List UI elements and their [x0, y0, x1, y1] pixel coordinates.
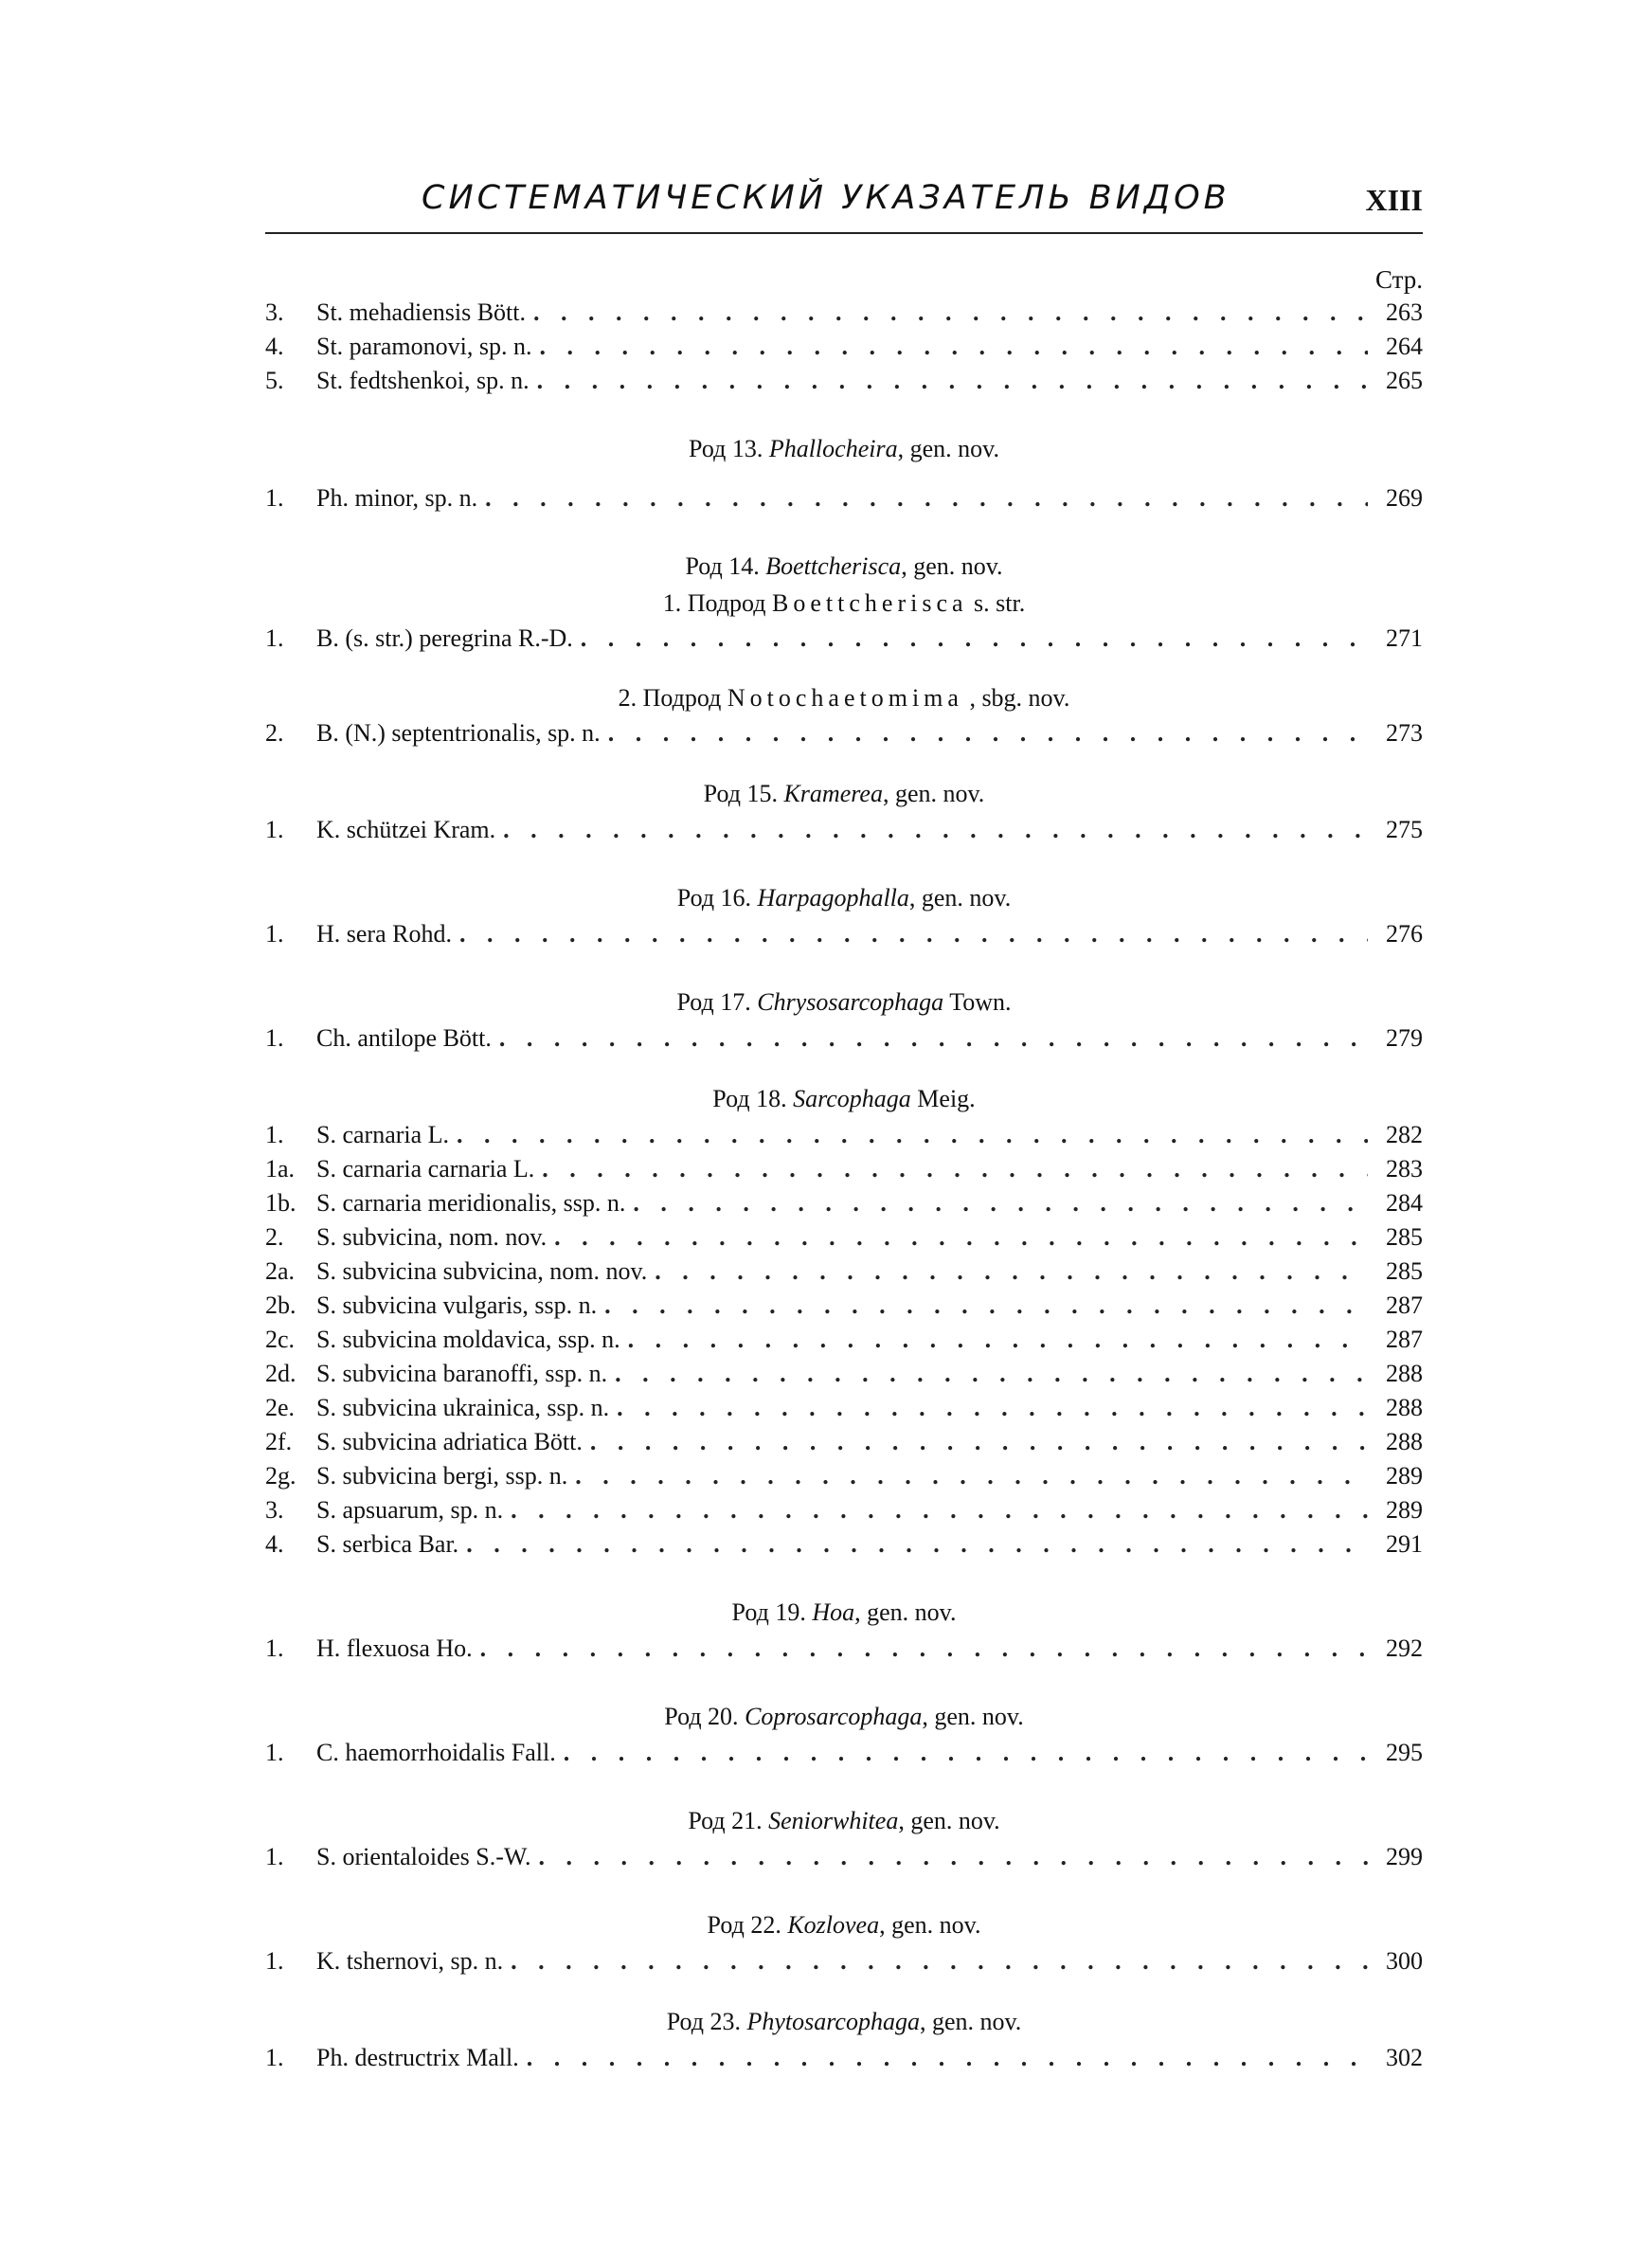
entry-number: 1. — [265, 816, 284, 843]
entry-number: 1. — [265, 1634, 284, 1662]
entry-group — [265, 716, 1423, 750]
genus-suffix: , gen. nov. — [922, 1703, 1024, 1730]
genus-name: Coprosarcophaga — [745, 1703, 923, 1730]
dot-leader — [590, 1425, 1368, 1459]
species-name: S. subvicina, nom. nov. — [316, 1223, 548, 1251]
genus-name: Seniorwhitea — [768, 1807, 899, 1834]
entry-group — [265, 1840, 1423, 1874]
genus-heading — [265, 775, 1423, 813]
entry-number: 1b. — [265, 1189, 296, 1217]
dot-leader — [537, 364, 1368, 398]
entry-page-number: 289 — [1386, 1496, 1423, 1524]
dot-leader — [466, 1527, 1368, 1562]
species-name: C. haemorrhoidalis Fall. — [316, 1739, 556, 1766]
dot-leader — [540, 330, 1369, 364]
entry-group — [265, 481, 1423, 515]
species-name: H. flexuosa Ho. — [316, 1634, 473, 1662]
genus-name: Harpagophalla — [757, 884, 909, 912]
genus-heading — [265, 1906, 1423, 1944]
dot-leader — [542, 1152, 1368, 1186]
entry-page-number: 289 — [1386, 1462, 1423, 1490]
species-name: K. schützei Kram. — [316, 816, 496, 843]
entry-number: 3. — [265, 1496, 284, 1524]
genus-prefix: Род 13. — [689, 435, 763, 462]
genus-suffix: , gen. nov. — [854, 1598, 957, 1626]
species-name: Ph. minor, sp. n. — [316, 484, 478, 512]
subgenus-prefix: 2. Подрод — [618, 684, 722, 712]
entry-number: 3. — [265, 298, 284, 326]
entry-page-number: 269 — [1386, 484, 1423, 512]
subgenus-name: Notochaetomima — [727, 684, 963, 712]
genus-suffix: , gen. nov. — [898, 1807, 1000, 1834]
species-name: B. (s. str.) peregrina R.-D. — [316, 624, 573, 652]
genus-heading — [265, 2003, 1423, 2041]
entry-page-number: 287 — [1386, 1291, 1423, 1319]
index-entry — [265, 1459, 1423, 1493]
dot-leader — [539, 1840, 1368, 1874]
index-entry — [265, 1493, 1423, 1527]
dot-leader — [581, 622, 1368, 656]
dot-leader — [617, 1391, 1368, 1425]
dot-leader — [564, 1736, 1368, 1770]
species-name: S. subvicina baranoffi, ssp. n. — [316, 1360, 608, 1387]
species-name: S. serbica Bar. — [316, 1530, 459, 1558]
entry-number: 1. — [265, 1947, 284, 1975]
genus-heading — [265, 1080, 1423, 1118]
entry-group — [265, 1944, 1423, 1978]
dot-leader — [459, 917, 1368, 951]
entry-page-number: 273 — [1386, 719, 1423, 747]
species-name: S. orientaloides S.-W. — [316, 1843, 531, 1870]
entry-group — [265, 296, 1423, 398]
index-entry — [265, 330, 1423, 364]
genus-suffix: , gen. nov. — [879, 1911, 981, 1939]
subgenus-name: Boettcherisca — [772, 589, 968, 617]
dot-leader — [527, 2041, 1368, 2075]
entry-page-number: 265 — [1386, 367, 1423, 394]
entry-page-number: 284 — [1386, 1189, 1423, 1217]
index-entry — [265, 1944, 1423, 1978]
page-header — [265, 175, 1423, 234]
dot-leader — [457, 1118, 1368, 1152]
index-entry — [265, 1357, 1423, 1391]
entry-number: 1. — [265, 1024, 284, 1052]
entry-number: 2e. — [265, 1394, 296, 1421]
genus-name: Hoa — [812, 1598, 855, 1626]
dot-leader — [511, 1944, 1368, 1978]
dot-leader — [533, 296, 1368, 330]
index-entry — [265, 2041, 1423, 2075]
dot-leader — [604, 1289, 1368, 1323]
entry-page-number: 263 — [1386, 298, 1423, 326]
subgenus-suffix: s. str. — [974, 589, 1026, 617]
species-name: S. subvicina subvicina, nom. nov. — [316, 1257, 648, 1285]
species-name: St. fedtshenkoi, sp. n. — [316, 367, 530, 394]
entry-number: 5. — [265, 367, 284, 394]
index-entry — [265, 1186, 1423, 1220]
genus-suffix: , gen. nov. — [901, 552, 1003, 580]
page-title: СИСТЕМАТИЧЕСКИЙ УКАЗАТЕЛЬ ВИДОВ — [422, 179, 1230, 217]
species-name: Ch. antilope Bött. — [316, 1024, 492, 1052]
entry-group — [265, 917, 1423, 951]
species-name: S. carnaria L. — [316, 1121, 450, 1148]
index-entry — [265, 622, 1423, 656]
entry-number: 2. — [265, 1223, 284, 1251]
species-name: H. sera Rohd. — [316, 920, 452, 948]
index-entry — [265, 1391, 1423, 1425]
species-name: Ph. destructrix Mall. — [316, 2044, 519, 2071]
subgenus-heading — [265, 680, 1423, 716]
genus-name: Kozlovea — [787, 1911, 880, 1939]
index-entry — [265, 1220, 1423, 1255]
index-entry — [265, 1425, 1423, 1459]
index-entry — [265, 1323, 1423, 1357]
genus-prefix: Род 15. — [703, 780, 778, 807]
entry-number: 2b. — [265, 1291, 296, 1319]
entry-group — [265, 1021, 1423, 1056]
genus-heading — [265, 548, 1423, 586]
entry-page-number: 276 — [1386, 920, 1423, 948]
genus-suffix: , gen. nov. — [897, 435, 999, 462]
entry-page-number: 271 — [1386, 624, 1423, 652]
entry-number: 1. — [265, 484, 284, 512]
genus-suffix: Town. — [943, 988, 1012, 1016]
entry-page-number: 285 — [1386, 1223, 1423, 1251]
entry-group — [265, 2041, 1423, 2075]
entry-page-number: 295 — [1386, 1739, 1423, 1766]
entry-group — [265, 1632, 1423, 1666]
entry-number: 1. — [265, 1843, 284, 1870]
species-name: S. apsuarum, sp. n. — [316, 1496, 504, 1524]
dot-leader — [485, 481, 1368, 515]
entry-page-number: 288 — [1386, 1394, 1423, 1421]
entry-number: 1. — [265, 1121, 284, 1148]
index-entry — [265, 813, 1423, 847]
species-name: St. paramonovi, sp. n. — [316, 333, 532, 360]
genus-heading — [265, 1594, 1423, 1632]
genus-suffix: , gen. nov. — [919, 2008, 1022, 2035]
entry-page-number: 300 — [1386, 1947, 1423, 1975]
genus-prefix: Род 20. — [664, 1703, 739, 1730]
entry-number: 4. — [265, 333, 284, 360]
entry-number: 1a. — [265, 1155, 296, 1183]
species-index — [265, 296, 1423, 2075]
genus-prefix: Род 19. — [731, 1598, 806, 1626]
genus-prefix: Род 14. — [685, 552, 760, 580]
index-entry — [265, 1289, 1423, 1323]
genus-heading — [265, 430, 1423, 468]
entry-page-number: 302 — [1386, 2044, 1423, 2071]
dot-leader — [628, 1323, 1368, 1357]
dot-leader — [480, 1632, 1368, 1666]
entry-number: 2. — [265, 719, 284, 747]
entry-number: 1. — [265, 920, 284, 948]
dot-leader — [499, 1021, 1368, 1056]
dot-leader — [511, 1493, 1368, 1527]
species-name: S. subvicina moldavica, ssp. n. — [316, 1326, 620, 1353]
index-entry — [265, 1840, 1423, 1874]
dot-leader — [503, 813, 1368, 847]
entry-number: 2c. — [265, 1326, 296, 1353]
index-entry — [265, 1736, 1423, 1770]
entry-page-number: 288 — [1386, 1360, 1423, 1387]
genus-prefix: Род 16. — [676, 884, 752, 912]
species-name: S. subvicina vulgaris, ssp. n. — [316, 1291, 598, 1319]
dot-leader — [615, 1357, 1368, 1391]
genus-name: Phallocheira — [768, 435, 898, 462]
entry-number: 2f. — [265, 1428, 293, 1455]
entry-number: 1. — [265, 2044, 284, 2071]
dot-leader — [608, 716, 1368, 750]
genus-prefix: Род 23. — [666, 2008, 741, 2035]
dot-leader — [575, 1459, 1368, 1493]
genus-name: Sarcophaga — [793, 1085, 911, 1112]
genus-heading — [265, 984, 1423, 1021]
entry-number: 2d. — [265, 1360, 296, 1387]
species-name: St. mehadiensis Bött. — [316, 298, 526, 326]
species-name: S. subvicina adriatica Bött. — [316, 1428, 583, 1455]
index-entry — [265, 917, 1423, 951]
entry-page-number: 291 — [1386, 1530, 1423, 1558]
entry-page-number: 279 — [1386, 1024, 1423, 1052]
genus-suffix: , gen. nov. — [908, 884, 1012, 912]
index-entry — [265, 1632, 1423, 1666]
genus-prefix: Род 17. — [676, 988, 751, 1016]
index-entry — [265, 1021, 1423, 1056]
entry-group — [265, 813, 1423, 847]
genus-prefix: Род 22. — [707, 1911, 781, 1939]
entry-page-number: 287 — [1386, 1326, 1423, 1353]
index-entry — [265, 1152, 1423, 1186]
index-entry — [265, 481, 1423, 515]
entry-number: 1. — [265, 624, 284, 652]
dot-leader — [655, 1255, 1368, 1289]
subgenus-suffix: , sbg. nov. — [969, 684, 1070, 712]
page-number: XIII — [1365, 183, 1423, 217]
species-name: K. tshernovi, sp. n. — [316, 1947, 504, 1975]
entry-group — [265, 1736, 1423, 1770]
page-column-label: Стр. — [1374, 265, 1423, 294]
index-entry — [265, 716, 1423, 750]
subgenus-prefix: 1. Подрод — [662, 589, 766, 617]
species-name: S. carnaria meridionalis, ssp. n. — [316, 1189, 626, 1217]
entry-page-number: 264 — [1386, 333, 1423, 360]
entry-group — [265, 1118, 1423, 1562]
index-entry — [265, 1118, 1423, 1152]
genus-heading — [265, 1802, 1423, 1840]
species-name: S. carnaria carnaria L. — [316, 1155, 535, 1183]
species-name: B. (N.) septentrionalis, sp. n. — [316, 719, 601, 747]
genus-suffix: , gen. nov. — [882, 780, 985, 807]
entry-number: 2g. — [265, 1462, 296, 1490]
entry-page-number: 275 — [1386, 816, 1423, 843]
index-entry — [265, 1255, 1423, 1289]
genus-prefix: Род 18. — [712, 1085, 787, 1112]
entry-number: 1. — [265, 1739, 284, 1766]
entry-page-number: 288 — [1386, 1428, 1423, 1455]
index-entry — [265, 1527, 1423, 1562]
genus-name: Chrysosarcophaga — [757, 988, 944, 1016]
genus-name: Kramerea — [783, 780, 883, 807]
entry-page-number: 283 — [1386, 1155, 1423, 1183]
dot-leader — [554, 1220, 1368, 1255]
species-name: S. subvicina ukrainica, ssp. n. — [316, 1394, 610, 1421]
genus-prefix: Род 21. — [688, 1807, 763, 1834]
genus-name: Boettcherisca — [765, 552, 902, 580]
index-entry — [265, 296, 1423, 330]
index-entry — [265, 364, 1423, 398]
entry-page-number: 292 — [1386, 1634, 1423, 1662]
genus-heading — [265, 1698, 1423, 1736]
entry-number: 2a. — [265, 1257, 296, 1285]
entry-page-number: 282 — [1386, 1121, 1423, 1148]
entry-number: 4. — [265, 1530, 284, 1558]
subgenus-heading — [265, 586, 1423, 622]
entry-group — [265, 622, 1423, 656]
entry-page-number: 299 — [1386, 1843, 1423, 1870]
genus-suffix: Meig. — [910, 1085, 976, 1112]
entry-page-number: 285 — [1386, 1257, 1423, 1285]
species-name: S. subvicina bergi, ssp. n. — [316, 1462, 568, 1490]
genus-name: Phytosarcophaga — [746, 2008, 920, 2035]
dot-leader — [633, 1186, 1368, 1220]
genus-heading — [265, 879, 1423, 917]
